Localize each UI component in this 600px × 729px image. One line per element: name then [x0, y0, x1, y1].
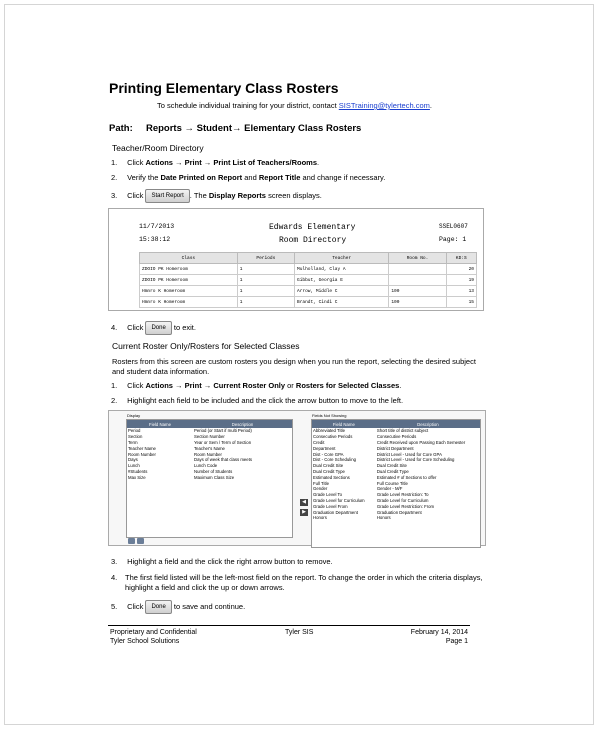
not-showing-fields-table: Field Name Description Abbreviated Title Short title of district subject Consecutive Periods Consecutive Periods Credit Credit Received upon Passing Each Semester Department District Department Dist - Core GPA District Level - Used for Core GPA Dist - Core Scheduling District Level - Used for Core Scheduling Dual Credit Site Dual Credit Site Dual Credit Type Dual Credit Type Estimated Sections Estimated # of Sections to offer Full Title Full Course Title Gender Gender - M/F Grade Level To Grade Level Restriction: To Grade Level for Curriculum Grade Level for Curriculum Grade Level From Grade Level Restriction: From Graduation Department Graduation Department Honors Honors — [312, 420, 480, 521]
table-row: ZDOIO PK Homeroom 1 Gibbut, Georgia E 19 — [140, 275, 477, 286]
list-item[interactable]: Estimated Sections Estimated # of Sections to offer — [313, 474, 437, 480]
list-item[interactable]: Graduation Department Graduation Department — [313, 509, 422, 515]
list-item[interactable]: Days Days of week that class meets — [128, 457, 253, 463]
footer-center: Tyler SIS — [285, 629, 314, 636]
step-2-roster: 2. Highlight each field to be included and the click the arrow button to move to the left. — [111, 396, 404, 405]
list-item[interactable]: Credit Credit Received upon Passing Each Semester — [313, 439, 466, 445]
table-row: Hmnro K Homeroom 1 Arrow, Middle C 100 13 — [140, 286, 477, 297]
start-report-button[interactable]: Start Report — [145, 189, 189, 203]
list-item[interactable]: Consecutive Periods Consecutive Periods — [313, 434, 417, 440]
list-item[interactable]: Dist - Core Scheduling District Level - Used for Core Scheduling — [313, 457, 455, 463]
training-email-link[interactable]: SISTraining@tylertech.com — [338, 101, 430, 110]
list-item[interactable]: Term Year or Sem / Term of Section — [128, 439, 252, 445]
done-button-save[interactable]: Done — [145, 600, 171, 614]
section-heading-teacher-room: Teacher/Room Directory — [112, 143, 204, 153]
training-contact: To schedule individual training for your district, contact SISTraining@tylertech.com. — [157, 101, 432, 110]
report-name: Room Directory — [279, 236, 347, 245]
report-page: Page: 1 — [439, 236, 467, 243]
display-fields-table: Field Name Description Period Period (or Start if multi Period) Section Section Number Term Year or Sem / Term of Section Teacher Name Teacher's Name Room Number Room Number Days Days of week that class meets Lunch Lunch Code #Students Number of Students Max Size Maximum Class Size — [127, 420, 292, 480]
section-intro: Rosters from this screen are custom rosters you design when you run the report, selecting the desired subject and student data information. — [112, 357, 476, 376]
list-item[interactable]: Department District Department — [313, 445, 414, 451]
list-item[interactable]: Grade Level for Curriculum Grade Level for Curriculum — [313, 497, 429, 503]
step-4: 4. Click Done to exit. — [111, 321, 196, 335]
report-table — [139, 252, 477, 308]
report-date: 11/7/2013 — [139, 223, 175, 230]
footer-right: February 14, 2014 Page 1 — [410, 629, 468, 645]
list-item[interactable]: Gender Gender - M/F — [313, 486, 403, 492]
footer-left: Proprietary and Confidential Tyler School Solutions — [110, 629, 197, 645]
navigation-path: Path: Reports → Student→ Elementary Class Rosters — [109, 123, 362, 134]
list-item[interactable]: Full Title Full Course Title — [313, 480, 408, 486]
display-panel-title: Display — [127, 413, 141, 418]
list-item[interactable]: Dual Credit Site Dual Credit Site — [313, 463, 407, 469]
footer-divider — [108, 625, 470, 626]
page-title: Printing Elementary Class Rosters — [109, 80, 339, 96]
step-1-roster: 1. Click Actions → Print → Current Roster Only or Rosters for Selected Classes. — [111, 381, 402, 390]
field-selection-screenshot — [108, 410, 486, 546]
list-item[interactable]: Teacher Name Teacher's Name — [128, 445, 225, 451]
display-fields-panel — [126, 419, 293, 538]
step-3: 3. Click Start Report . The Display Reports screen displays. — [111, 189, 322, 203]
report-table-wrap — [139, 252, 477, 308]
list-item[interactable]: Grade Level To Grade Level Restriction: To — [313, 492, 429, 498]
report-code: SSEL0607 — [439, 223, 468, 230]
list-item[interactable]: #Students Number of Students — [128, 468, 233, 474]
step-1: 1. Click Actions → Print → Print List of Teachers/Rooms. — [111, 158, 320, 167]
report-time: 15:38:12 — [139, 236, 171, 243]
table-row: ZDOIO PK Homeroom 1 Mulholland, Clay A 20 — [140, 264, 477, 275]
move-left-arrow-icon[interactable]: ◀ — [300, 499, 308, 506]
done-button[interactable]: Done — [145, 321, 171, 335]
step-4-roster: 4. The first field listed will be the left-most field on the report. To change the order in which the criteria displays, highlight a field and click the up or down arrows. — [111, 573, 483, 592]
not-showing-fields-panel — [311, 419, 481, 548]
list-item[interactable]: Room Number Room Number — [128, 451, 222, 457]
step-3-roster: 3. Highlight a field and the click the right arrow button to remove. — [111, 557, 333, 566]
list-item[interactable]: Period Period (or Start if multi Period) — [128, 428, 252, 434]
table-row: Hmnro K Homeroom 1 Brandt, Cindi C 100 15 — [140, 297, 477, 308]
list-item[interactable]: Dist - Core GPA District Level - Used for Core GPA — [313, 451, 442, 457]
report-header-row: Class Periods Teacher Room No. KD:S — [140, 253, 477, 264]
move-down-icon[interactable] — [137, 538, 144, 544]
move-up-icon[interactable] — [128, 538, 135, 544]
list-item[interactable]: Section Section Number — [128, 434, 225, 440]
list-item[interactable]: Honors Honors — [313, 515, 391, 521]
not-showing-panel-title: Fields Not Showing — [312, 413, 347, 418]
list-item[interactable]: Abbreviated Title Short title of district subject — [313, 428, 429, 434]
list-item[interactable]: Dual Credit Type Dual Credit Type — [313, 468, 409, 474]
section-heading-current-roster: Current Roster Only/Rosters for Selected Classes — [112, 341, 300, 351]
report-school: Edwards Elementary — [269, 223, 356, 232]
step-5-roster: 5. Click Done to save and continue. — [111, 600, 245, 614]
move-right-arrow-icon[interactable]: ▶ — [300, 509, 308, 516]
list-item[interactable]: Grade Level From Grade Level Restriction: From — [313, 503, 435, 509]
list-item[interactable]: Max Size Maximum Class Size — [128, 474, 235, 480]
list-item[interactable]: Lunch Lunch Code — [128, 463, 218, 469]
step-2: 2. Verify the Date Printed on Report and Report Title and change if necessary. — [111, 173, 386, 182]
room-directory-report — [108, 208, 484, 311]
